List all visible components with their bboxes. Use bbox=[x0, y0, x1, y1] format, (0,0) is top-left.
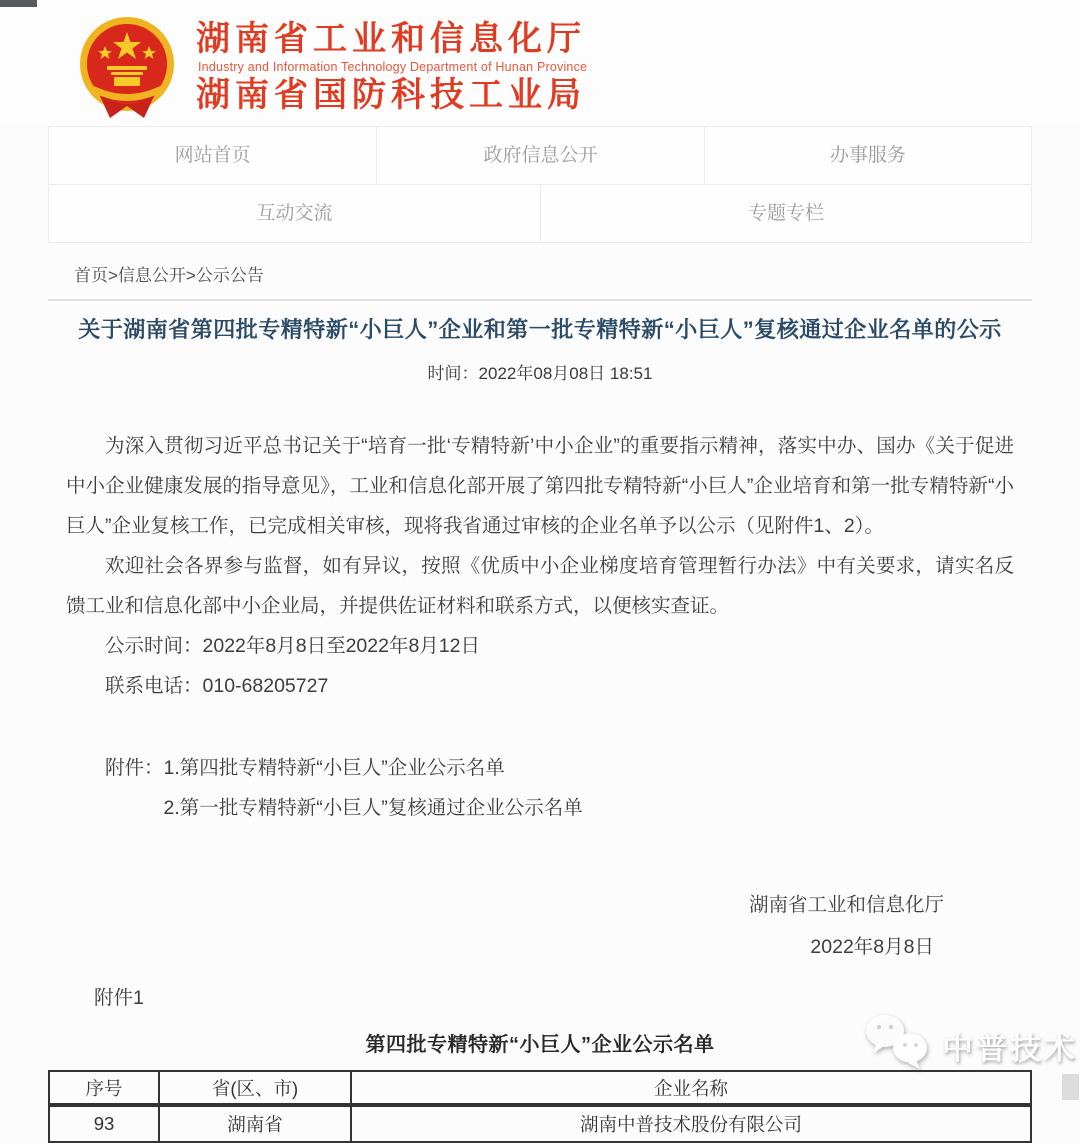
org-name-en: Industry and Information Technology Department of Hunan Province bbox=[198, 59, 588, 74]
table-row bbox=[49, 1105, 1031, 1142]
cell-serial-no: 93 bbox=[49, 1105, 159, 1142]
nav-item-gov-info[interactable]: 政府信息公开 bbox=[376, 127, 703, 184]
breadcrumb[interactable]: 首页>信息公开>公示公告 bbox=[48, 243, 1032, 301]
attachment-line-2 bbox=[66, 788, 1014, 828]
attachments-label: 附件： bbox=[105, 757, 164, 779]
watermark-text: 中普技术 bbox=[942, 1030, 1078, 1066]
attachments-list bbox=[66, 748, 1014, 828]
annex-table-title: 第四批专精特新“小巨人”企业公示名单 bbox=[365, 1034, 715, 1056]
nav-item-home[interactable]: 网站首页 bbox=[174, 145, 251, 166]
publish-time: 时间：2022年08月08日 18:51 bbox=[427, 364, 653, 383]
table-header-company: 企业名称 bbox=[351, 1071, 1031, 1105]
cell-company-name: 湖南中普技术股份有限公司 bbox=[351, 1105, 1031, 1142]
org-name-cn-2: 湖南省国防科技工业局 bbox=[196, 75, 586, 114]
screenshot-artifact-bar bbox=[0, 0, 37, 7]
national-emblem-logo bbox=[74, 14, 180, 120]
nav-row-1 bbox=[49, 127, 1031, 184]
nav-item-services[interactable]: 办事服务 bbox=[704, 127, 1031, 184]
cell-province: 湖南省 bbox=[159, 1105, 351, 1142]
page-title: 关于湖南省第四批专精特新“小巨人”企业和第一批专精特新“小巨人”复核通过企业名单的公示 bbox=[78, 317, 1002, 342]
org-title-block bbox=[196, 21, 587, 114]
annex-label: 附件1 bbox=[94, 987, 144, 1009]
attachment-line-1 bbox=[66, 748, 1014, 788]
publicity-period: 公示时间：2022年8月8日至2022年8月12日 bbox=[105, 635, 480, 657]
nav-item-special-topics[interactable]: 专题专栏 bbox=[540, 185, 1031, 242]
site-header bbox=[0, 0, 1080, 124]
attachment-item-1: 1.第四批专精特新“小巨人”企业公示名单 bbox=[163, 757, 505, 779]
paragraph-2: 欢迎社会各界参与监督，如有异议，按照《优质中小企业梯度培育管理暂行办法》中有关要求，请实名反馈工业和信息化部中小企业局，并提供佐证材料和联系方式，以便核实查证。 bbox=[66, 555, 1014, 617]
signature-date: 2022年8月8日 bbox=[810, 936, 934, 958]
table-header-no: 序号 bbox=[49, 1071, 159, 1105]
main-nav bbox=[48, 126, 1032, 243]
watermark bbox=[864, 1012, 1078, 1078]
paragraph-1: 为深入贯彻习近平总书记关于“培育一批‘专精特新’中小企业”的重要指示精神，落实中办、国办《关于促进中小企业健康发展的指导意见》，工业和信息化部开展了第四批专精特新“小巨人”企业培育和第一批专精特新“小巨人”企业复核工作，已完成相关审核，现将我省通过审核的企业名单予以公示（见附件1、2）。 bbox=[66, 435, 1014, 537]
attachment-item-2: 2.第一批专精特新“小巨人”复核通过企业公示名单 bbox=[163, 797, 583, 819]
org-name-cn: 湖南省工业和信息化厅 bbox=[196, 19, 586, 58]
article-body bbox=[66, 426, 1014, 968]
wechat-icon bbox=[864, 1012, 938, 1078]
nav-item-interaction[interactable]: 互动交流 bbox=[256, 203, 333, 224]
signature-block bbox=[66, 884, 1014, 968]
nav-row-2 bbox=[49, 184, 1031, 242]
table-header-province: 省(区、市) bbox=[159, 1071, 351, 1105]
annex-table bbox=[48, 1070, 1032, 1143]
signature-org: 湖南省工业和信息化厅 bbox=[748, 894, 944, 916]
contact-phone: 联系电话：010-68205727 bbox=[105, 675, 329, 697]
